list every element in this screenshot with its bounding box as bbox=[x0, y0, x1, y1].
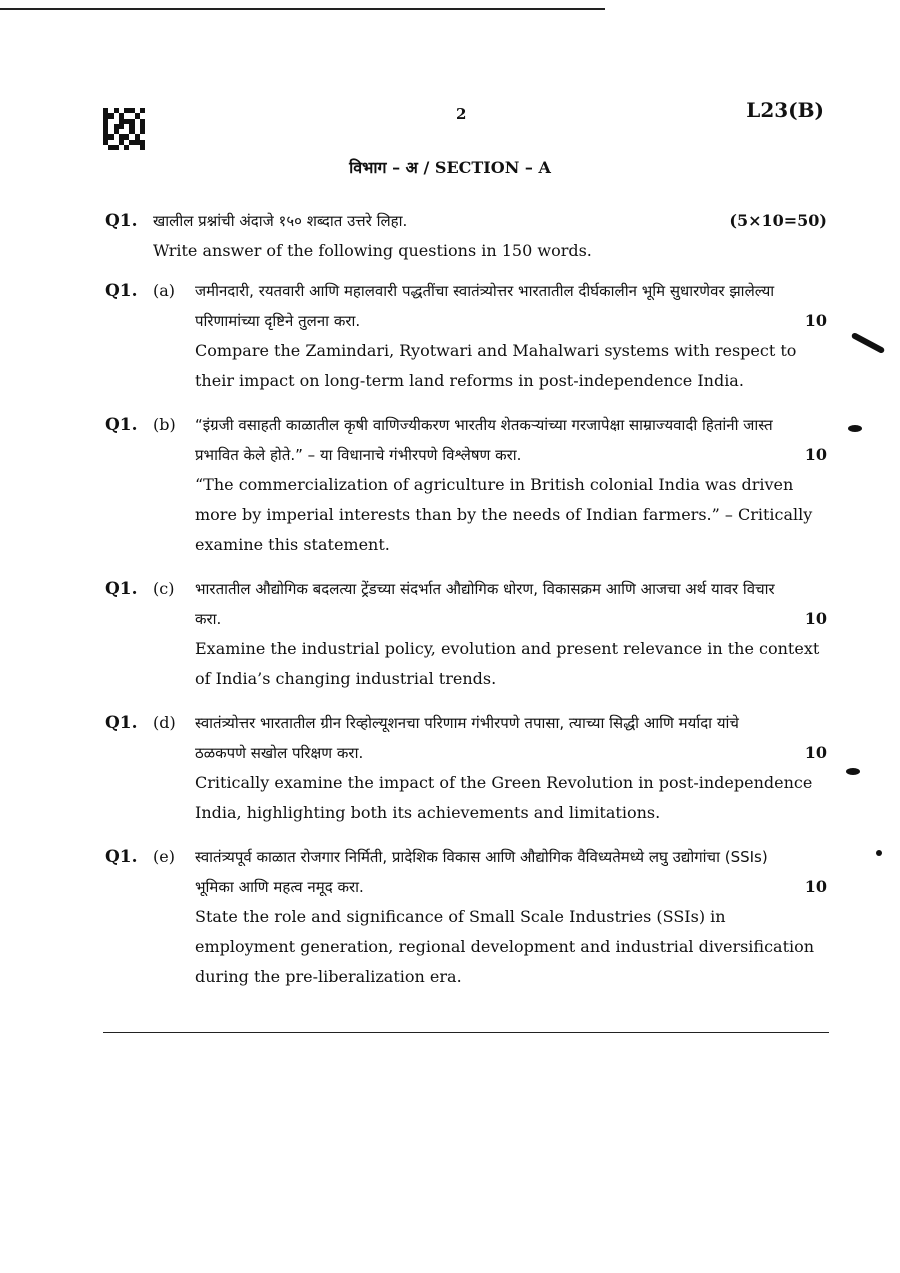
question-part: (b) bbox=[153, 415, 176, 434]
paper-code: L23(B) bbox=[746, 98, 824, 122]
scan-mark bbox=[876, 850, 882, 856]
question-part: (e) bbox=[153, 847, 175, 866]
question-marathi: भारतातील औद्योगिक बदलत्या ट्रेंडच्या संदर्भात औद्योगिक धोरण, विकासक्रम आणि आजचा अर्थ यावर विचार करा. bbox=[195, 580, 775, 628]
question-marathi: “इंग्रजी वसाहती काळातील कृषी वाणिज्यीकरण भारतीय शेतकऱ्यांच्या गरजापेक्षा साम्राज्यवादी हितांनी जास्त प्रभावित केले होते.” – या विधानाचे गंभीरपणे विश्लेषण करा. bbox=[195, 416, 773, 464]
question-a bbox=[105, 276, 827, 396]
question-label: Q1. bbox=[105, 211, 138, 231]
total-marks: (5×10=50) bbox=[729, 211, 827, 230]
question-d bbox=[105, 708, 827, 828]
question-e bbox=[105, 842, 827, 992]
question-label: Q1. bbox=[105, 415, 138, 435]
question-c bbox=[105, 574, 827, 694]
question-marathi: जमीनदारी, रयतवारी आणि महालवारी पद्धतींचा स्वातंत्र्योत्तर भारतातील दीर्घकालीन भूमि सुधारणेवर झालेल्या परिणामांच्या दृष्टिने तुलना करा. bbox=[195, 282, 775, 330]
top-rule bbox=[0, 8, 605, 10]
instruction-block bbox=[105, 206, 827, 266]
question-marks: 10 bbox=[804, 445, 827, 464]
instruction-english: Write answer of the following questions in 150 words. bbox=[153, 241, 592, 260]
scan-mark bbox=[851, 332, 886, 354]
question-marathi: स्वातंत्र्यपूर्व काळात रोजगार निर्मिती, प्रादेशिक विकास आणि औद्योगिक वैविध्यतेमध्ये लघु उद्योगांचा (SSIs) भूमिका आणि महत्व नमूद करा. bbox=[195, 848, 768, 896]
barcode-icon bbox=[103, 108, 145, 150]
question-marathi: स्वातंत्र्योत्तर भारतातील ग्रीन रिव्होल्यूशनचा परिणाम गंभीरपणे तपासा, त्याच्या सिद्धी आणि मर्यादा यांचे ठळकपणे सखोल परिक्षण करा. bbox=[195, 714, 739, 762]
page-number: 2 bbox=[456, 105, 467, 123]
question-part: (d) bbox=[153, 713, 176, 732]
question-label: Q1. bbox=[105, 847, 138, 867]
question-english: “The commercialization of agriculture in British colonial India was driven more by imperial interests than by the needs of Indian farmers.” – Critically examine this statement. bbox=[195, 475, 813, 554]
bottom-rule bbox=[103, 1032, 829, 1033]
question-part: (a) bbox=[153, 281, 176, 300]
question-label: Q1. bbox=[105, 281, 138, 301]
question-b bbox=[105, 410, 827, 560]
section-title: विभाग – अ / SECTION – A bbox=[349, 158, 551, 177]
question-english: Examine the industrial policy, evolution and present relevance in the context of India’s changing industrial trends. bbox=[195, 639, 820, 688]
question-marks: 10 bbox=[804, 743, 827, 762]
instruction-marathi: खालील प्रश्नांची अंदाजे १५० शब्दात उत्तरे लिहा. bbox=[153, 212, 408, 230]
question-english: State the role and significance of Small Scale Industries (SSIs) in employment generation, regional development and industrial diversification during the pre-liberalization era. bbox=[195, 907, 815, 986]
question-marks: 10 bbox=[804, 877, 827, 896]
question-marks: 10 bbox=[804, 311, 827, 330]
question-label: Q1. bbox=[105, 713, 138, 733]
question-english: Critically examine the impact of the Green Revolution in post-independence India, highlighting both its achievements and limitations. bbox=[195, 773, 813, 822]
question-label: Q1. bbox=[105, 579, 138, 599]
scan-mark bbox=[848, 425, 862, 432]
question-marks: 10 bbox=[804, 609, 827, 628]
scan-mark bbox=[846, 768, 860, 775]
question-part: (c) bbox=[153, 579, 175, 598]
question-english: Compare the Zamindari, Ryotwari and Mahalwari systems with respect to their impact on long-term land reforms in post-independence India. bbox=[195, 341, 797, 390]
